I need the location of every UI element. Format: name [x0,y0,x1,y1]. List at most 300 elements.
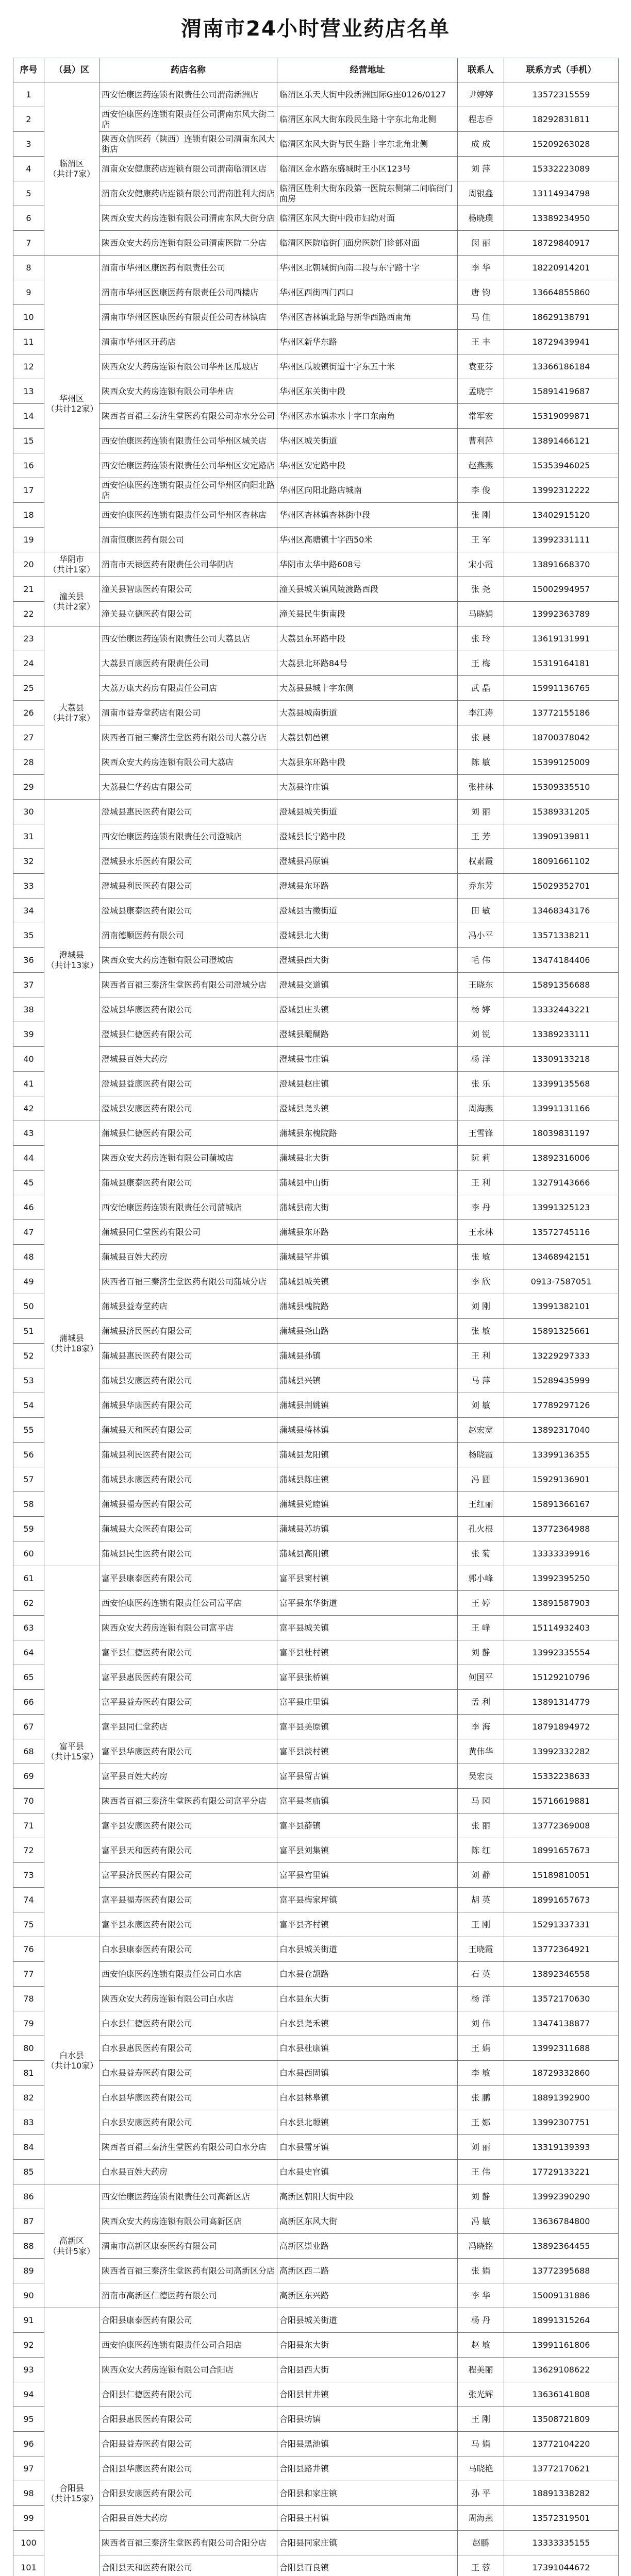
contact-person: 马 佳 [458,305,504,330]
table-row [13,379,619,404]
contact-person: 王 利 [458,1171,504,1195]
table-row [13,2283,619,2308]
pharmacy-name: 陕西者百福三秦济生堂医药有限公司高新区分店 [99,2259,277,2283]
contact-phone: 13992307751 [504,2110,619,2135]
pharmacy-address: 白水县雷牙镇 [277,2135,458,2160]
pharmacy-address: 白水县仓颉路 [277,1962,458,1987]
contact-person: 刘 萍 [458,157,504,181]
table-row [13,2234,619,2259]
region-count: （共计2家） [48,601,95,612]
pharmacy-name: 陕西者百福三秦济生堂医药有限公司蒲城分店 [99,1269,277,1294]
row-number: 57 [13,1467,44,1492]
row-number: 51 [13,1319,44,1344]
pharmacy-name: 澄城县永乐医药有限公司 [99,849,277,874]
contact-person: 赵宏宽 [458,1418,504,1443]
contact-phone: 15891325661 [504,1319,619,1344]
table-row [13,206,619,231]
row-number: 75 [13,1912,44,1937]
row-number: 17 [13,478,44,503]
pharmacy-name: 陕西众安大药房连锁有限公司白水店 [99,1987,277,2011]
pharmacy-address: 蒲城县党睦镇 [277,1492,458,1517]
pharmacy-name: 陕西者百福三秦济生堂医药有限公司白水分店 [99,2135,277,2160]
pharmacy-address: 蒲城县荆姚镇 [277,1393,458,1418]
contact-phone: 15891419687 [504,379,619,404]
row-number: 32 [13,849,44,874]
table-row [13,231,619,256]
contact-person: 孙 平 [458,2481,504,2506]
row-number: 16 [13,453,44,478]
contact-person: 刘 锐 [458,1022,504,1047]
contact-phone: 15114932403 [504,1616,619,1640]
pharmacy-address: 合阳县黑池镇 [277,2432,458,2456]
contact-person: 王红丽 [458,1492,504,1517]
contact-phone: 13629108622 [504,2358,619,2382]
pharmacy-address: 富平县张桥镇 [277,1665,458,1690]
pharmacy-address: 蒲城县槐院路 [277,1294,458,1319]
region-cell [44,626,99,800]
header-contact: 联系人 [458,58,504,82]
pharmacy-name: 陕西者百福三秦济生堂医药有限公司富平分店 [99,1789,277,1814]
pharmacy-name: 白水县益寿医药有限公司 [99,2061,277,2086]
contact-phone: 18991657673 [504,1838,619,1863]
table-row [13,305,619,330]
row-number: 14 [13,404,44,429]
pharmacy-name: 合阳县仁德医药有限公司 [99,2382,277,2407]
contact-person: 张 刚 [458,503,504,528]
contact-phone: 13572315559 [504,82,619,107]
pharmacy-name: 西安怡康医药连锁有限责任公司蒲城店 [99,1195,277,1220]
table-row [13,1937,619,1962]
contact-person: 李 敏 [458,2061,504,2086]
contact-person: 赵燕燕 [458,453,504,478]
table-row [13,750,619,775]
row-number: 1 [13,82,44,107]
row-number: 9 [13,280,44,305]
row-number: 31 [13,824,44,849]
contact-person: 王 刚 [458,2407,504,2432]
row-number: 55 [13,1418,44,1443]
row-number: 83 [13,2110,44,2135]
table-row [13,923,619,948]
table-row [13,1418,619,1443]
pharmacy-address: 合阳县坊镇 [277,2407,458,2432]
contact-phone: 13992395250 [504,1566,619,1591]
table-row [13,651,619,676]
row-number: 96 [13,2432,44,2456]
row-number: 46 [13,1195,44,1220]
pharmacy-name: 渭南德顺医药有限公司 [99,923,277,948]
row-number: 45 [13,1171,44,1195]
table-row [13,1888,619,1912]
pharmacy-address: 临渭区东风大街中段市妇幼对面 [277,206,458,231]
table-row [13,2209,619,2234]
pharmacy-address: 华州区杏林镇北路与新华西路西南角 [277,305,458,330]
pharmacy-name: 澄城县仁德医药有限公司 [99,1022,277,1047]
table-row [13,2184,619,2209]
contact-person: 毛 伟 [458,948,504,973]
contact-phone: 13992363789 [504,602,619,626]
pharmacy-name: 渭南众安健康药店连锁有限公司渭南胜利大街店 [99,181,277,206]
contact-phone: 13474138877 [504,2011,619,2036]
region-name: 华阴市 [59,554,84,564]
contact-person: 杨晓霞 [458,1443,504,1467]
pharmacy-name: 大荔万康大药房有限责任公司店 [99,676,277,701]
pharmacy-name: 陕西者百福三秦济生堂医药有限公司合阳分店 [99,2531,277,2555]
pharmacy-name: 蒲城县天和医药有限公司 [99,1418,277,1443]
pharmacy-address: 高新区朝阳大街中段 [277,2184,458,2209]
contact-phone: 15389331205 [504,800,619,824]
pharmacy-name: 蒲城县华康医药有限公司 [99,1393,277,1418]
contact-phone: 13508721809 [504,2407,619,2432]
pharmacy-address: 蒲城县尧山路 [277,1319,458,1344]
pharmacy-name: 富平县济民医药有限公司 [99,1863,277,1888]
pharmacy-address: 潼关县民生街南段 [277,602,458,626]
contact-phone: 13909139811 [504,824,619,849]
contact-person: 马 娟 [458,2432,504,2456]
region-count: （共计1家） [48,564,95,574]
contact-phone: 15291337331 [504,1912,619,1937]
table-row [13,2011,619,2036]
table-row [13,1690,619,1715]
table-row [13,2432,619,2456]
contact-phone: 13992312222 [504,478,619,503]
contact-phone: 13114934798 [504,181,619,206]
row-number: 86 [13,2184,44,2209]
row-number: 73 [13,1863,44,1888]
pharmacy-name: 合阳县安康医药有限公司 [99,2481,277,2506]
pharmacy-name: 西安怡康医药连锁有限责任公司大荔县店 [99,626,277,651]
region-name: 白水县 [59,2050,84,2060]
contact-phone: 13333335155 [504,2531,619,2555]
row-number: 98 [13,2481,44,2506]
row-number: 90 [13,2283,44,2308]
contact-person: 刘 静 [458,1863,504,1888]
pharmacy-name: 潼关县立德医药有限公司 [99,602,277,626]
contact-phone: 13366186184 [504,354,619,379]
header-phone: 联系方式（手机） [504,58,619,82]
contact-person: 孟 利 [458,1690,504,1715]
pharmacy-address: 华州区安定路中段 [277,453,458,478]
contact-phone: 18629138791 [504,305,619,330]
row-number: 67 [13,1715,44,1739]
pharmacy-name: 渭南市益寿堂药店有限公司 [99,701,277,725]
contact-person: 李 华 [458,256,504,280]
contact-phone: 15289435999 [504,1368,619,1393]
contact-person: 刘 丽 [458,2135,504,2160]
row-number: 71 [13,1814,44,1838]
pharmacy-name: 西安怡康医药连锁有限责任公司白水店 [99,1962,277,1987]
region-name: 潼关县 [59,591,84,601]
row-number: 93 [13,2358,44,2382]
contact-person: 赵 敏 [458,2333,504,2358]
pharmacy-address: 富平县梅家坪镇 [277,1888,458,1912]
pharmacy-name: 澄城县安康医药有限公司 [99,1096,277,1121]
region-name: 合阳县 [59,2483,84,2493]
row-number: 81 [13,2061,44,2086]
contact-phone: 15332223089 [504,157,619,181]
pharmacy-address: 白水县林皋镇 [277,2086,458,2110]
pharmacy-name: 富平县天和医药有限公司 [99,1838,277,1863]
pharmacy-address: 蒲城县龙阳镇 [277,1443,458,1467]
row-number: 54 [13,1393,44,1418]
contact-person: 杨晓璞 [458,206,504,231]
pharmacy-name: 白水县惠民医药有限公司 [99,2036,277,2061]
pharmacy-name: 西安怡康医药连锁有限责任公司渭南东风大街二店 [99,107,277,132]
row-number: 76 [13,1937,44,1962]
contact-person: 张 晨 [458,725,504,750]
pharmacy-address: 大荔县城南街道 [277,701,458,725]
pharmacy-name: 富平县福寿医药有限公司 [99,1888,277,1912]
row-number: 6 [13,206,44,231]
pharmacy-name: 合阳县天和医药有限公司 [99,2555,277,2576]
pharmacy-address: 澄城县庄头镇 [277,997,458,1022]
pharmacy-name: 大荔县仁华药店有限公司 [99,775,277,800]
contact-phone: 13772170621 [504,2456,619,2481]
table-row [13,1640,619,1665]
region-name: 华州区 [59,393,84,403]
row-number: 38 [13,997,44,1022]
contact-phone: 13399135568 [504,1072,619,1096]
header-region: （县）区 [44,58,99,82]
pharmacy-name: 陕西众安大药房连锁有限公司澄城店 [99,948,277,973]
contact-phone: 15189810051 [504,1863,619,1888]
table-row [13,2358,619,2382]
pharmacy-name: 白水县仁德医药有限公司 [99,2011,277,2036]
contact-phone: 15009131886 [504,2283,619,2308]
table-row [13,725,619,750]
contact-phone: 13992335554 [504,1640,619,1665]
table-row [13,1146,619,1171]
contact-person: 张 乐 [458,1072,504,1096]
row-number: 72 [13,1838,44,1863]
contact-phone: 13992332282 [504,1739,619,1764]
contact-person: 张 娟 [458,2259,504,2283]
pharmacy-name: 澄城县华康医药有限公司 [99,997,277,1022]
pharmacy-address: 白水县西固镇 [277,2061,458,2086]
row-number: 20 [13,552,44,577]
contact-phone: 13572170630 [504,1987,619,2011]
contact-phone: 13389233111 [504,1022,619,1047]
table-row [13,1987,619,2011]
pharmacy-name: 蒲城县大众医药有限公司 [99,1517,277,1541]
table-row [13,1393,619,1418]
contact-phone: 15929136901 [504,1467,619,1492]
contact-phone: 18891392900 [504,2086,619,2110]
row-number: 60 [13,1541,44,1566]
pharmacy-address: 潼关县城关镇风陵渡路西段 [277,577,458,602]
table-row [13,157,619,181]
pharmacy-name: 渭南市高新区仁德医药有限公司 [99,2283,277,2308]
contact-phone: 13772104220 [504,2432,619,2456]
table-row [13,1171,619,1195]
pharmacy-name: 陕西众安大药房连锁有限公司渭南医院二分店 [99,231,277,256]
contact-phone: 17789297126 [504,1393,619,1418]
region-cell [44,2308,99,2576]
contact-phone: 17729133221 [504,2160,619,2184]
table-row [13,1294,619,1319]
pharmacy-name: 蒲城县利民医药有限公司 [99,1443,277,1467]
contact-phone: 13332443221 [504,997,619,1022]
row-number: 29 [13,775,44,800]
table-row [13,2456,619,2481]
pharmacy-name: 陕西众安大药房连锁有限公司华州区瓜坡店 [99,354,277,379]
pharmacy-address: 华州区瓜坡镇街道十字东五十米 [277,354,458,379]
table-row [13,552,619,577]
row-number: 77 [13,1962,44,1987]
table-row [13,280,619,305]
table-row [13,181,619,206]
contact-phone: 13468942151 [504,1245,619,1269]
pharmacy-address: 澄城县古徵街道 [277,899,458,923]
table-row [13,973,619,997]
contact-person: 孔火根 [458,1517,504,1541]
contact-person: 周海燕 [458,1096,504,1121]
row-number: 26 [13,701,44,725]
contact-phone: 13468343176 [504,899,619,923]
contact-person: 田 敏 [458,899,504,923]
pharmacy-name: 白水县康泰医药有限公司 [99,1937,277,1962]
contact-phone: 17391044672 [504,2555,619,2576]
contact-person: 程志香 [458,107,504,132]
contact-person: 杨 洋 [458,1047,504,1072]
table-row [13,2061,619,2086]
contact-person: 张桂林 [458,775,504,800]
table-row [13,453,619,478]
contact-person: 王 婷 [458,1591,504,1616]
table-row [13,626,619,651]
pharmacy-address: 蒲城县城关镇 [277,1269,458,1294]
pharmacy-name: 渭南众安健康药店连锁有限公司渭南临渭区店 [99,157,277,181]
pharmacy-name: 蒲城县同仁堂医药有限公司 [99,1220,277,1245]
table-row [13,1715,619,1739]
region-cell [44,1121,99,1566]
contact-phone: 13619131991 [504,626,619,651]
pharmacy-address: 华州区西街西门西口 [277,280,458,305]
contact-person: 郭小峰 [458,1566,504,1591]
region-cell [44,1566,99,1937]
pharmacy-name: 陕西众安大药房连锁有限公司渭南东风大街分店 [99,206,277,231]
row-number: 35 [13,923,44,948]
contact-phone: 13772364988 [504,1517,619,1541]
table-row [13,1764,619,1789]
table-row [13,2110,619,2135]
pharmacy-name: 蒲城县永康医药有限公司 [99,1467,277,1492]
row-number: 79 [13,2011,44,2036]
contact-phone: 18991315264 [504,2308,619,2333]
table-row [13,1739,619,1764]
contact-phone: 13992390290 [504,2184,619,2209]
pharmacy-address: 合阳县东大街 [277,2333,458,2358]
contact-phone: 18729332860 [504,2061,619,2086]
contact-phone: 15129210796 [504,1665,619,1690]
pharmacy-address: 华州区高塘镇十字西50米 [277,528,458,552]
row-number: 15 [13,429,44,453]
contact-person: 成 成 [458,132,504,157]
pharmacy-name: 蒲城县安康医药有限公司 [99,1368,277,1393]
table-header-row [13,58,619,82]
row-number: 2 [13,107,44,132]
region-count: （共计12家） [46,403,98,414]
table-row [13,404,619,429]
row-number: 28 [13,750,44,775]
table-row [13,1962,619,1987]
table-row [13,1121,619,1146]
table-row [13,1319,619,1344]
contact-phone: 15991136765 [504,676,619,701]
contact-phone: 13229297333 [504,1344,619,1368]
contact-phone: 13772369008 [504,1814,619,1838]
pharmacy-address: 白水县史官镇 [277,2160,458,2184]
region-cell [44,800,99,1121]
region-name: 临渭区 [59,158,84,168]
pharmacy-address: 富平县城关镇 [277,1616,458,1640]
region-cell [44,2184,99,2308]
pharmacy-name: 渭南恒康医药有限公司 [99,528,277,552]
pharmacy-name: 白水县安康医药有限公司 [99,2110,277,2135]
table-row [13,1912,619,1937]
pharmacy-name: 渭南市华州区医康医药有限责任公司杏林镇店 [99,305,277,330]
pharmacy-name: 蒲城县福寿医药有限公司 [99,1492,277,1517]
pharmacy-address: 蒲城县东环路 [277,1220,458,1245]
contact-person: 李 丹 [458,1195,504,1220]
region-count: （共计15家） [46,1751,98,1761]
pharmacy-address: 合阳县甘井镇 [277,2382,458,2407]
pharmacy-address: 临渭区乐天大街中段新洲国际G座0126/0127 [277,82,458,107]
contact-person: 张 丽 [458,1814,504,1838]
contact-phone: 13333339916 [504,1541,619,1566]
contact-person: 王晓霞 [458,1937,504,1962]
pharmacy-address: 合阳县百良镇 [277,2555,458,2576]
pharmacy-address: 合阳县同家庄镇 [277,2531,458,2555]
contact-person: 程美丽 [458,2358,504,2382]
contact-person: 王 蓉 [458,2555,504,2576]
pharmacy-address: 大荔县东环路中段 [277,626,458,651]
pharmacy-name: 富平县百姓大药房 [99,1764,277,1789]
table-row [13,2036,619,2061]
row-number: 100 [13,2531,44,2555]
table-row [13,1047,619,1072]
row-number: 43 [13,1121,44,1146]
pharmacy-address: 高新区崇业路 [277,2234,458,2259]
pharmacy-address: 白水县城关街道 [277,1937,458,1962]
table-row [13,2333,619,2358]
pharmacy-address: 蒲城县东槐院路 [277,1121,458,1146]
contact-phone: 13636784800 [504,2209,619,2234]
row-number: 59 [13,1517,44,1541]
table-row [13,2506,619,2531]
contact-person: 阮 莉 [458,1146,504,1171]
contact-person: 武 晶 [458,676,504,701]
pharmacy-address: 大荔县北环路84号 [277,651,458,676]
row-number: 94 [13,2382,44,2407]
contact-phone: 15319099871 [504,404,619,429]
contact-phone: 13991161806 [504,2333,619,2358]
pharmacy-name: 蒲城县民生医药有限公司 [99,1541,277,1566]
pharmacy-address: 澄城县尧头镇 [277,1096,458,1121]
row-number: 74 [13,1888,44,1912]
pharmacy-address: 蒲城县南大街 [277,1195,458,1220]
contact-person: 王 伟 [458,2160,504,2184]
pharmacy-address: 蒲城县孙镇 [277,1344,458,1368]
contact-phone: 15029352701 [504,874,619,899]
row-number: 65 [13,1665,44,1690]
pharmacy-address: 合阳县西大街 [277,2358,458,2382]
pharmacy-address: 白水县东大街 [277,1987,458,2011]
pharmacy-name: 富平县同仁堂药店 [99,1715,277,1739]
contact-person: 吴宏良 [458,1764,504,1789]
pharmacy-address: 澄城县北大街 [277,923,458,948]
table-row [13,800,619,824]
